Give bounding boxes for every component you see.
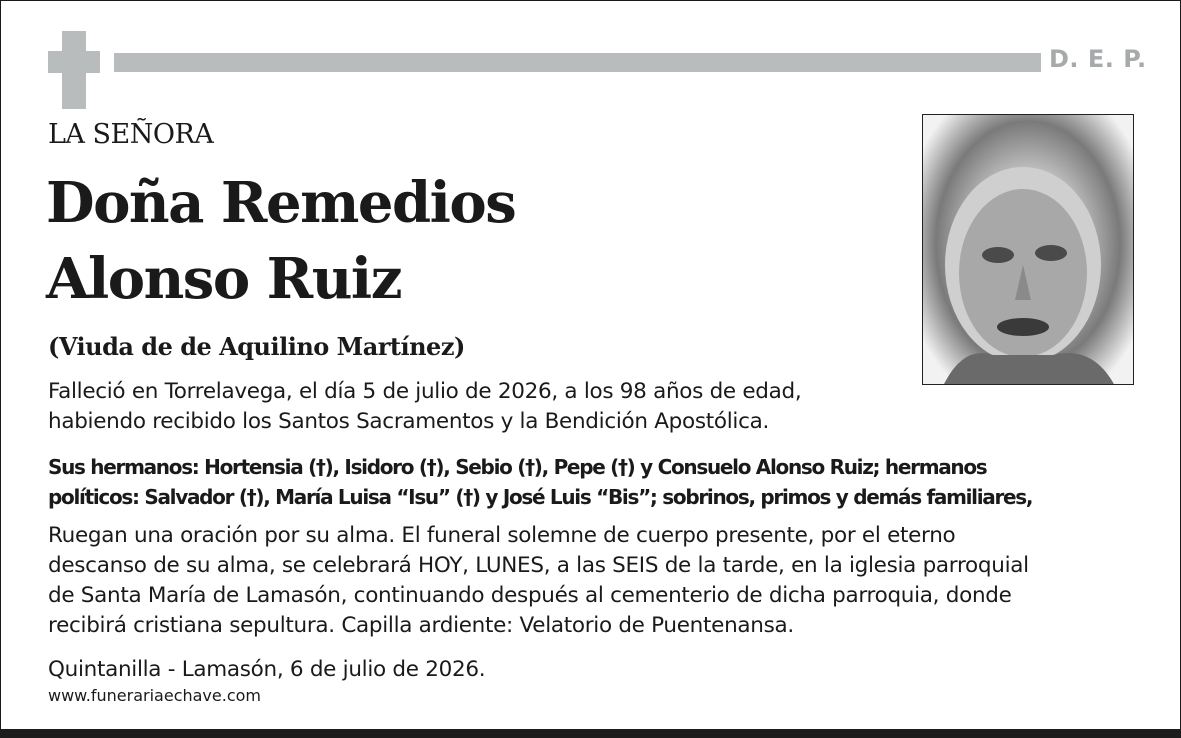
- widow-of: (Viuda de de Aquilino Martínez): [48, 332, 465, 361]
- deceased-name: [46, 165, 515, 317]
- funeral-line: recibirá cristiana sepultura. Capilla ardiente: Velatorio de Puentenansa.: [48, 613, 794, 638]
- death-notice: [48, 377, 801, 437]
- deceased-name-line2: Alonso Ruiz: [46, 246, 401, 312]
- funeral-line: Ruegan una oración por su alma. El funeral solemne de cuerpo presente, por el eterno: [48, 523, 956, 548]
- portrait-image: [923, 115, 1134, 385]
- funeral-details: [48, 521, 1029, 641]
- place-date: Quintanilla - Lamasón, 6 de julio de 2026.: [48, 657, 486, 682]
- header-rule: [114, 53, 1041, 72]
- death-notice-line: habiendo recibido los Santos Sacramentos y la Bendición Apostólica.: [48, 409, 770, 434]
- website-link[interactable]: www.funerariaechave.com: [48, 686, 261, 705]
- funeral-line: descanso de su alma, se celebrará HOY, LUNES, a las SEIS de la tarde, en la iglesia parroquial: [48, 553, 1029, 578]
- deceased-name-line1: Doña Remedios: [46, 170, 516, 236]
- family-line: políticos: Salvador (†), María Luisa “Isu” (†) y José Luis “Bis”; sobrinos, primos y demás familiares,: [48, 485, 1033, 509]
- title-prefix: LA SEÑORA: [48, 119, 214, 150]
- family-list: [48, 452, 1032, 512]
- cross-icon-crossbar: [48, 51, 100, 73]
- bottom-border: [0, 729, 1181, 738]
- funeral-line: de Santa María de Lamasón, continuando después al cementerio de dicha parroquia, donde: [48, 583, 1012, 608]
- dep-label: D. E. P.: [1049, 45, 1147, 73]
- family-line: Sus hermanos: Hortensia (†), Isidoro (†), Sebio (†), Pepe (†) y Consuelo Alonso Ruiz; hermanos: [48, 455, 987, 479]
- death-notice-line: Falleció en Torrelavega, el día 5 de julio de 2026, a los 98 años de edad,: [48, 379, 802, 404]
- deceased-photo: [922, 114, 1134, 385]
